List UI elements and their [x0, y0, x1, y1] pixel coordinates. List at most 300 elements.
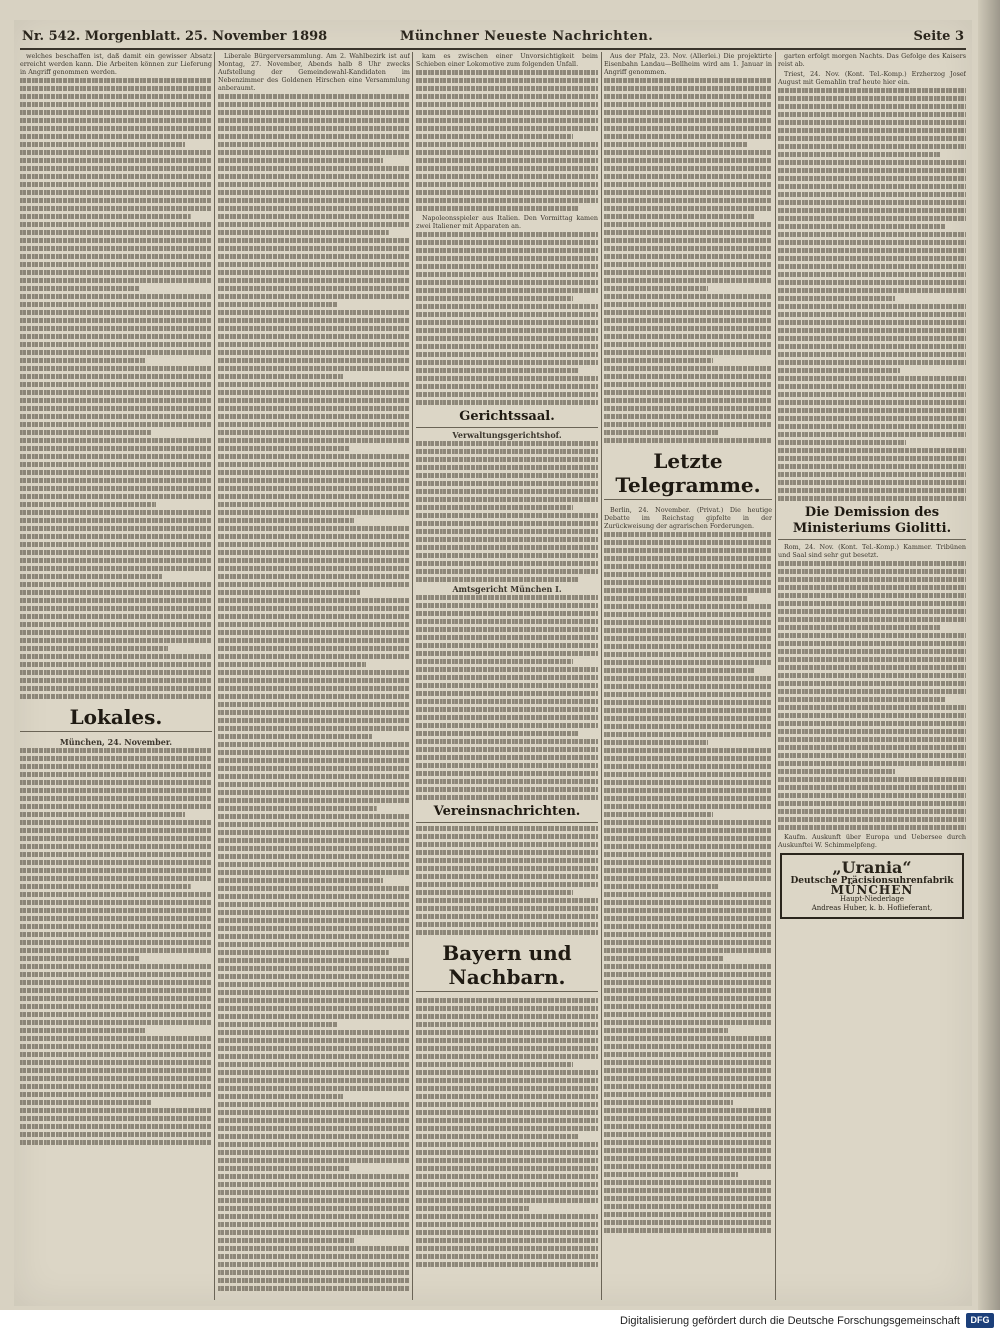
- text-line: [604, 326, 772, 331]
- text-line: [20, 542, 212, 547]
- text-line: [218, 798, 410, 803]
- article-body: [416, 998, 598, 1267]
- text-line: [218, 590, 360, 595]
- text-line: [416, 930, 598, 935]
- text-line: [604, 660, 772, 665]
- text-line: [218, 382, 410, 387]
- text-line: [778, 809, 966, 814]
- text-line: [218, 782, 410, 787]
- text-line: [604, 1076, 772, 1081]
- text-line: [218, 238, 410, 243]
- text-line: [416, 545, 598, 550]
- text-line: [778, 368, 900, 373]
- text-line: [604, 214, 754, 219]
- text-line: [218, 598, 410, 603]
- text-line: [416, 1078, 598, 1083]
- text-line: [218, 766, 410, 771]
- text-line: [218, 1046, 410, 1051]
- text-line: [778, 625, 940, 630]
- text-line: [604, 772, 772, 777]
- text-line: [20, 294, 212, 299]
- text-line: [778, 200, 966, 205]
- text-line: [778, 304, 966, 309]
- text-line: [416, 1038, 598, 1043]
- issue-line: Nr. 542. Morgenblatt. 25. November 1898: [22, 29, 328, 44]
- text-line: [416, 1006, 598, 1011]
- text-line: [20, 414, 212, 419]
- text-line: [604, 158, 772, 163]
- text-line: [604, 1116, 772, 1121]
- newspaper-page: [14, 20, 972, 1306]
- text-line: [778, 328, 966, 333]
- text-line: [218, 174, 410, 179]
- text-line: [604, 270, 772, 275]
- text-line: [604, 374, 772, 379]
- text-line: [218, 198, 410, 203]
- page-number: Seite 3: [913, 29, 964, 44]
- text-line: [604, 924, 772, 929]
- text-line: [604, 540, 772, 545]
- text-line: [20, 972, 212, 977]
- text-line: [20, 502, 156, 507]
- text-line: [218, 1022, 337, 1027]
- text-line: [778, 745, 966, 750]
- text-line: [604, 564, 772, 569]
- column-rule: [412, 52, 413, 1300]
- text-line: [604, 1060, 772, 1065]
- text-line: [416, 866, 598, 871]
- text-line: [604, 430, 718, 435]
- text-line: [218, 966, 410, 971]
- article-body: [778, 88, 966, 501]
- text-line: [20, 662, 212, 667]
- text-line: [778, 272, 966, 277]
- text-line: [218, 1254, 410, 1259]
- text-line: [604, 956, 723, 961]
- text-line: [604, 1164, 772, 1169]
- section-heading-gerichtssaal: Gerichtssaal.: [416, 409, 598, 428]
- text-line: [20, 406, 212, 411]
- text-line: [416, 569, 598, 574]
- text-line: [416, 998, 598, 1003]
- text-line: [20, 606, 212, 611]
- text-line: [218, 110, 410, 115]
- text-line: [218, 286, 410, 291]
- article-body: [416, 595, 598, 800]
- text-line: [20, 1028, 145, 1033]
- text-line: [604, 78, 772, 83]
- text-line: [218, 534, 410, 539]
- text-line: [778, 136, 966, 141]
- text-line: [416, 376, 598, 381]
- text-line: [604, 980, 772, 985]
- text-line: [218, 662, 366, 667]
- text-line: [218, 1014, 410, 1019]
- text-line: [20, 924, 212, 929]
- article-text: Aus der Pfalz, 23. Nov. (Allerlei.) Die projektirte Eisenbahn Landau—Bellheim wird am 1. Januar in Angriff genommen.: [604, 52, 772, 76]
- text-line: [20, 796, 212, 801]
- text-line: [20, 980, 212, 985]
- text-line: [218, 422, 410, 427]
- text-line: [20, 94, 212, 99]
- text-line: [604, 788, 772, 793]
- text-line: [20, 686, 212, 691]
- text-line: [218, 438, 410, 443]
- text-line: [604, 1084, 772, 1089]
- text-line: [20, 246, 212, 251]
- text-line: [604, 1180, 772, 1185]
- text-line: [416, 1190, 598, 1195]
- text-line: [416, 441, 598, 446]
- text-line: [416, 457, 598, 462]
- text-line: [604, 206, 772, 211]
- text-line: [416, 890, 573, 895]
- text-line: [20, 350, 212, 355]
- text-line: [416, 1214, 598, 1219]
- text-line: [218, 822, 410, 827]
- text-line: [20, 374, 212, 379]
- text-line: [778, 208, 966, 213]
- text-line: [778, 360, 966, 365]
- text-line: [416, 691, 598, 696]
- advert-line: Andreas Huber, k. b. Hoflieferant,: [811, 904, 933, 912]
- section-heading-lokales: Lokales.: [20, 705, 212, 732]
- text-line: [218, 182, 410, 187]
- text-line: [416, 906, 598, 911]
- text-line: [604, 668, 754, 673]
- text-line: [416, 392, 598, 397]
- text-line: [416, 914, 598, 919]
- text-line: [218, 990, 410, 995]
- text-line: [604, 286, 708, 291]
- text-line: [218, 158, 383, 163]
- text-line: [218, 1174, 410, 1179]
- text-line: [604, 876, 772, 881]
- text-line: [218, 574, 410, 579]
- text-line: [604, 262, 772, 267]
- text-line: [416, 304, 598, 309]
- text-line: [416, 739, 598, 744]
- text-line: [604, 1092, 772, 1097]
- text-line: [218, 614, 410, 619]
- article-text: Triest, 24. Nov. (Kont. Tel.-Komp.) Erzherzog Josef August mit Gemahlin traf heute hier ein.: [778, 70, 966, 86]
- text-line: [20, 270, 212, 275]
- text-line: [778, 609, 966, 614]
- subheading-verwaltung: Verwaltungsgerichtshof.: [452, 430, 562, 440]
- text-line: [416, 603, 598, 608]
- text-line: [604, 948, 772, 953]
- text-line: [416, 78, 598, 83]
- text-line: [218, 1158, 410, 1163]
- footer-bar: [0, 1310, 1000, 1332]
- text-line: [218, 1038, 410, 1043]
- text-line: [778, 721, 966, 726]
- text-line: [604, 596, 748, 601]
- text-line: [218, 670, 410, 675]
- text-line: [778, 352, 966, 357]
- text-line: [20, 494, 212, 499]
- text-line: [604, 804, 772, 809]
- text-line: [604, 1228, 772, 1233]
- text-line: [20, 1108, 212, 1113]
- text-line: [218, 774, 410, 779]
- text-line: [218, 1006, 410, 1011]
- text-line: [416, 1222, 598, 1227]
- text-line: [218, 630, 410, 635]
- text-line: [778, 633, 966, 638]
- text-line: [416, 94, 598, 99]
- text-line: [604, 764, 772, 769]
- text-line: [604, 1212, 772, 1217]
- text-line: [218, 502, 410, 507]
- text-line: [604, 732, 772, 737]
- text-line: [218, 918, 410, 923]
- text-line: [416, 1182, 598, 1187]
- text-line: [218, 214, 410, 219]
- paper-title: Münchner Neueste Nachrichten.: [400, 29, 654, 44]
- text-line: [778, 120, 966, 125]
- text-line: [604, 398, 772, 403]
- text-line: [218, 886, 410, 891]
- text-line: [604, 190, 772, 195]
- text-line: [604, 278, 772, 283]
- text-line: [218, 1286, 410, 1291]
- text-line: [604, 708, 772, 713]
- text-line: [778, 288, 966, 293]
- text-line: [20, 820, 212, 825]
- text-line: [218, 894, 410, 899]
- text-line: [20, 964, 212, 969]
- text-line: [20, 1076, 212, 1081]
- text-line: [416, 1070, 598, 1075]
- text-line: [218, 734, 372, 739]
- text-line: [778, 256, 966, 261]
- text-line: [20, 78, 212, 83]
- dateline: München, 24. November.: [59, 737, 173, 747]
- text-line: [416, 779, 598, 784]
- text-line: [604, 652, 772, 657]
- text-line: [416, 505, 573, 510]
- text-line: [778, 104, 966, 109]
- text-line: [218, 854, 410, 859]
- text-line: [218, 526, 410, 531]
- text-line: [416, 1062, 573, 1067]
- text-line: [20, 756, 212, 761]
- column-3: [416, 52, 598, 1300]
- text-line: [218, 862, 410, 867]
- text-line: [416, 449, 598, 454]
- text-line: [218, 998, 410, 1003]
- text-line: [20, 326, 212, 331]
- text-line: [604, 644, 772, 649]
- text-line: [218, 958, 410, 963]
- text-line: [416, 142, 598, 147]
- text-line: [416, 651, 598, 656]
- text-line: [604, 438, 772, 443]
- text-line: [218, 710, 410, 715]
- text-line: [604, 628, 772, 633]
- text-line: [218, 1214, 410, 1219]
- text-line: [416, 667, 598, 672]
- text-line: [416, 850, 598, 855]
- text-line: [416, 320, 598, 325]
- text-line: [416, 336, 598, 341]
- text-line: [416, 874, 598, 879]
- text-line: [604, 884, 718, 889]
- text-line: [218, 454, 410, 459]
- text-line: [416, 1054, 598, 1059]
- text-line: [604, 174, 772, 179]
- text-line: [20, 510, 212, 515]
- text-line: [416, 1254, 598, 1259]
- text-line: [218, 494, 410, 499]
- text-line: [778, 296, 895, 301]
- text-line: [218, 190, 410, 195]
- text-line: [604, 604, 772, 609]
- text-line: [20, 772, 212, 777]
- text-line: [604, 796, 772, 801]
- text-line: [20, 278, 212, 283]
- text-line: [604, 1100, 733, 1105]
- text-line: [778, 176, 966, 181]
- text-line: [20, 582, 212, 587]
- text-line: [604, 812, 713, 817]
- text-line: [20, 206, 212, 211]
- text-line: [416, 699, 598, 704]
- text-line: [416, 795, 598, 800]
- text-line: [218, 542, 410, 547]
- text-line: [218, 134, 410, 139]
- text-line: [416, 1046, 598, 1051]
- advert-city: MÜNCHEN: [830, 883, 914, 897]
- text-line: [20, 1068, 212, 1073]
- text-line: [604, 780, 772, 785]
- text-line: [218, 814, 410, 819]
- text-line: [416, 360, 598, 365]
- text-line: [218, 102, 410, 107]
- text-line: [604, 422, 772, 427]
- text-line: [416, 1126, 598, 1131]
- text-line: [604, 892, 772, 897]
- text-line: [778, 232, 966, 237]
- text-line: [20, 828, 212, 833]
- text-line: [416, 537, 598, 542]
- advertisement-urania: [780, 853, 964, 919]
- text-line: [416, 126, 598, 131]
- text-line: [416, 635, 598, 640]
- section-heading-bayern: Bayern und Nachbarn.: [416, 941, 598, 992]
- article-body: [416, 441, 598, 582]
- text-line: [416, 328, 598, 333]
- text-line: [218, 1086, 410, 1091]
- text-line: [218, 1262, 410, 1267]
- text-line: [20, 622, 212, 627]
- advert-small-text: Kaufm. Auskunft über Europa und Uebersee durch Auskunftei W. Schimmelpfeng.: [778, 833, 966, 849]
- text-line: [20, 302, 212, 307]
- text-line: [604, 1068, 772, 1073]
- page-header: [20, 24, 966, 50]
- text-line: [218, 1070, 410, 1075]
- text-line: [416, 86, 598, 91]
- text-line: [218, 478, 410, 483]
- text-line: [218, 470, 410, 475]
- text-line: [416, 561, 598, 566]
- text-line: [778, 464, 966, 469]
- text-line: [218, 318, 410, 323]
- text-line: [604, 556, 772, 561]
- text-line: [218, 910, 410, 915]
- text-line: [604, 932, 772, 937]
- text-line: [778, 665, 966, 670]
- column-rule: [775, 52, 776, 1300]
- text-line: [20, 764, 212, 769]
- text-line: [218, 230, 389, 235]
- text-line: [778, 456, 966, 461]
- text-line: [416, 529, 598, 534]
- text-line: [604, 406, 772, 411]
- text-line: [604, 612, 772, 617]
- text-line: [604, 390, 772, 395]
- text-line: [416, 296, 573, 301]
- text-line: [416, 675, 598, 680]
- text-line: [416, 723, 598, 728]
- text-line: [416, 1238, 598, 1243]
- text-line: [20, 566, 212, 571]
- text-line: [20, 174, 212, 179]
- text-line: [604, 302, 772, 307]
- text-line: [218, 446, 349, 451]
- text-line: [20, 310, 212, 315]
- text-line: [416, 1166, 598, 1171]
- text-line: [778, 641, 966, 646]
- text-line: [218, 750, 410, 755]
- text-line: [218, 622, 410, 627]
- text-line: [778, 729, 966, 734]
- text-line: [604, 1172, 738, 1177]
- text-line: [778, 184, 966, 189]
- text-line: [20, 940, 212, 945]
- text-line: [778, 649, 966, 654]
- text-line: [20, 996, 212, 1001]
- text-line: [604, 532, 772, 537]
- text-line: [604, 414, 772, 419]
- text-line: [416, 166, 598, 171]
- text-line: [218, 846, 410, 851]
- article-text: Napoleonsspieler aus Italien. Den Vormittag kamen zwei Italiener mit Apparaten an.: [416, 214, 598, 230]
- text-line: [20, 1012, 212, 1017]
- text-line: [604, 636, 772, 641]
- advert-name: „Urania“: [832, 858, 912, 877]
- text-line: [778, 128, 966, 133]
- text-line: [604, 996, 772, 1001]
- text-line: [778, 769, 895, 774]
- text-line: [416, 858, 598, 863]
- text-line: [218, 678, 410, 683]
- text-line: [20, 1100, 151, 1105]
- text-line: [218, 902, 410, 907]
- text-line: [20, 646, 168, 651]
- text-line: [778, 152, 940, 157]
- text-line: [604, 254, 772, 259]
- text-line: [20, 182, 212, 187]
- text-line: [416, 344, 598, 349]
- text-line: [218, 310, 410, 315]
- text-line: [604, 748, 772, 753]
- text-line: [20, 142, 185, 147]
- text-line: [604, 366, 772, 371]
- text-line: [778, 761, 966, 766]
- text-line: [20, 158, 212, 163]
